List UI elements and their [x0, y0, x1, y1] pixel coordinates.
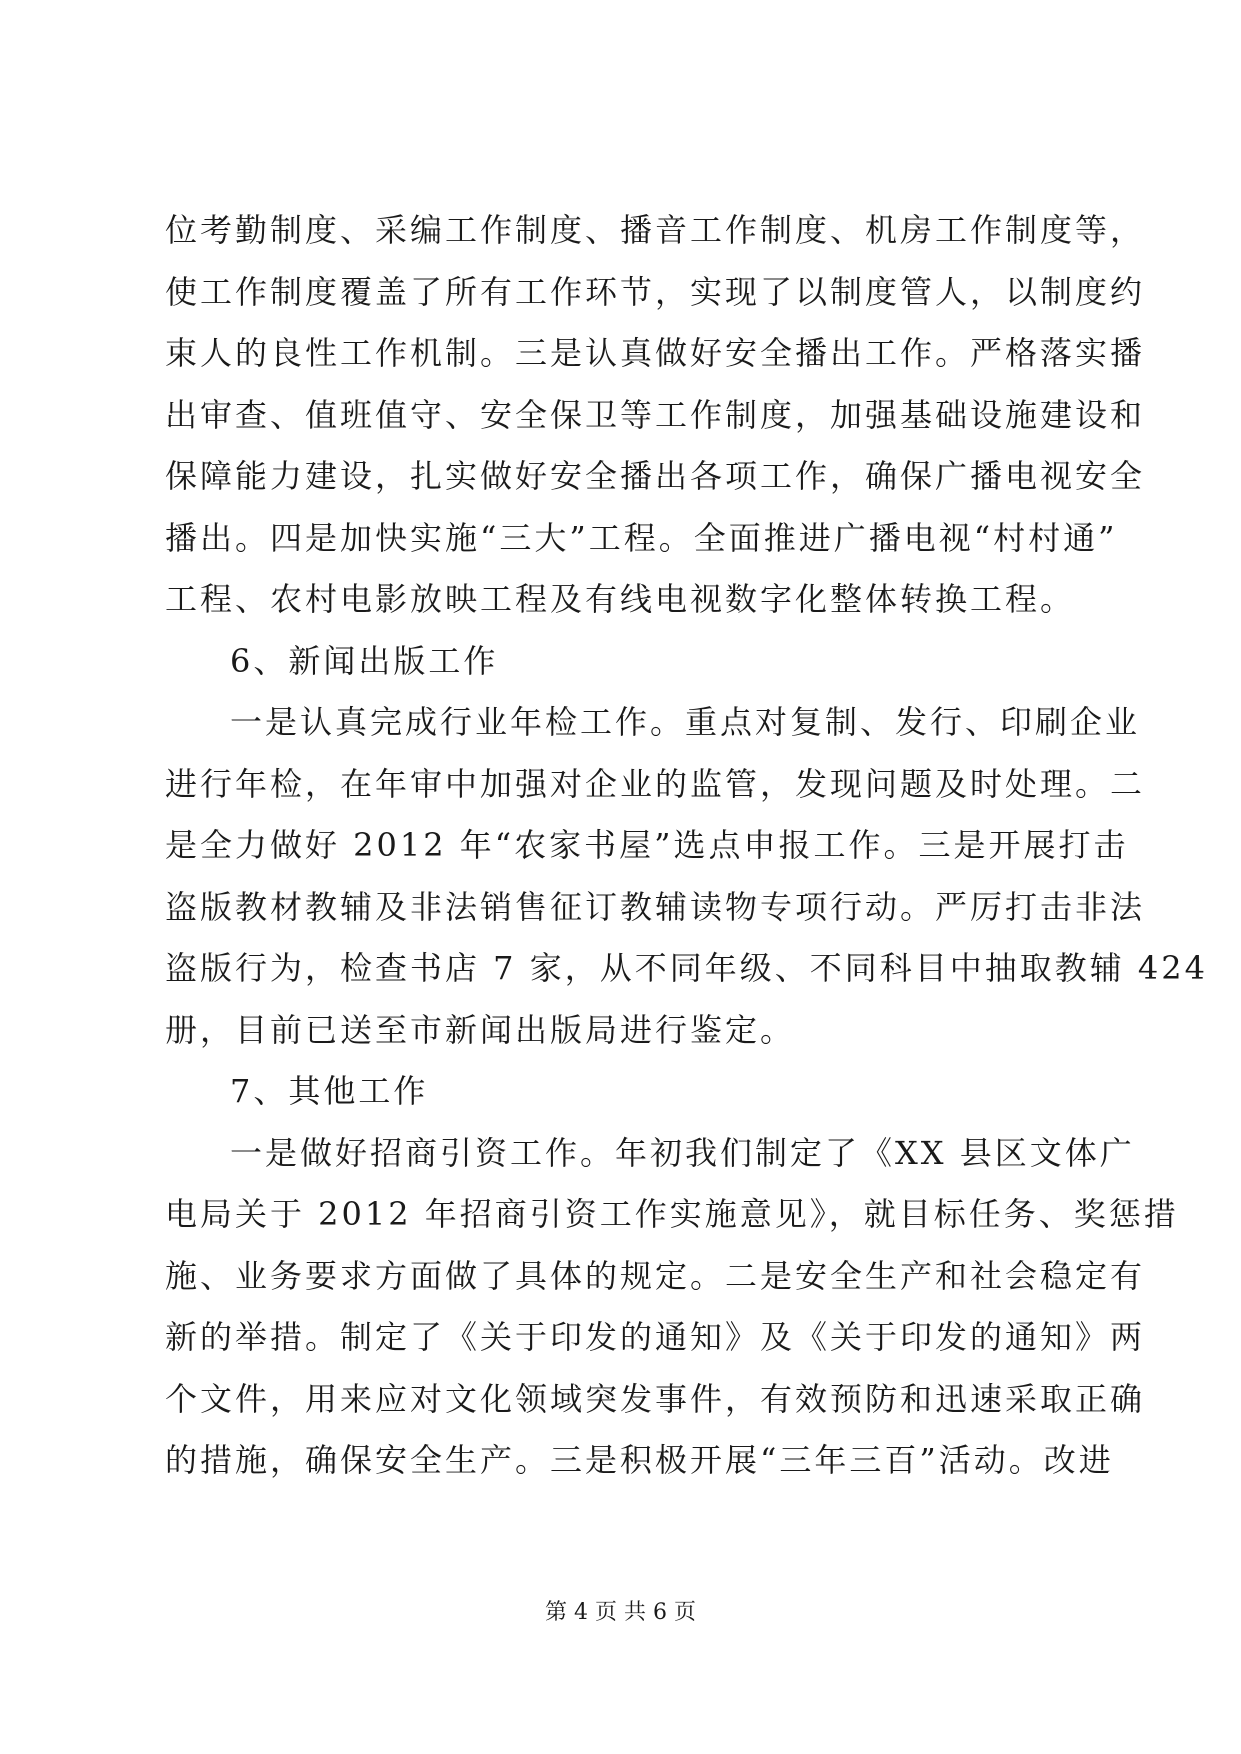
body-line: 个文件，用来应对文化领域突发事件，有效预防和迅速采取正确	[165, 1379, 1146, 1418]
body-line: 是全力做好 2012 年“农家书屋”选点申报工作。三是开展打击	[165, 826, 1129, 864]
body-line: 使工作制度覆盖了所有工作环节，实现了以制度管人，以制度约	[165, 272, 1146, 311]
body-line: 盗版行为，检查书店 7 家，从不同年级、不同科目中抽取教辅 424	[165, 949, 1208, 987]
body-line: 施、业务要求方面做了具体的规定。二是安全生产和社会稳定有	[165, 1256, 1146, 1295]
body-line: 盗版教材教辅及非法销售征订教辅读物专项行动。严厉打击非法	[165, 887, 1146, 926]
body-line: 进行年检，在年审中加强对企业的监管，发现问题及时处理。二	[165, 764, 1146, 803]
body-line: 束人的良性工作机制。三是认真做好安全播出工作。严格落实播	[165, 334, 1146, 372]
body-line: 工程、农村电影放映工程及有线电视数字化整体转换工程。	[165, 580, 1076, 618]
body-line: 的措施，确保安全生产。三是积极开展“三年三百”活动。改进	[165, 1441, 1114, 1479]
body-line: 新的举措。制定了《关于印发的通知》及《关于印发的通知》两	[165, 1318, 1146, 1356]
body-line: 一是认真完成行业年检工作。重点对复制、发行、印刷企业	[230, 703, 1141, 741]
document-body	[165, 200, 1208, 1492]
section-heading: 7、其他工作	[230, 1072, 429, 1110]
body-line: 保障能力建设，扎实做好安全播出各项工作，确保广播电视安全	[165, 457, 1146, 495]
body-line: 册，目前已送至市新闻出版局进行鉴定。	[165, 1010, 796, 1049]
page-number-footer: 第 4 页 共 6 页	[545, 1600, 696, 1625]
body-line: 一是做好招商引资工作。年初我们制定了《XX 县区文体广	[230, 1133, 1135, 1172]
body-line: 出审查、值班值守、安全保卫等工作制度，加强基础设施建设和	[165, 395, 1146, 434]
section-heading: 6、新闻出版工作	[230, 641, 499, 680]
body-line: 播出。四是加快实施“三大”工程。全面推进广播电视“村村通”	[165, 518, 1118, 557]
body-line: 位考勤制度、采编工作制度、播音工作制度、机房工作制度等，	[165, 211, 1146, 249]
body-line: 电局关于 2012 年招商引资工作实施意见》，就目标任务、奖惩措	[165, 1195, 1179, 1233]
